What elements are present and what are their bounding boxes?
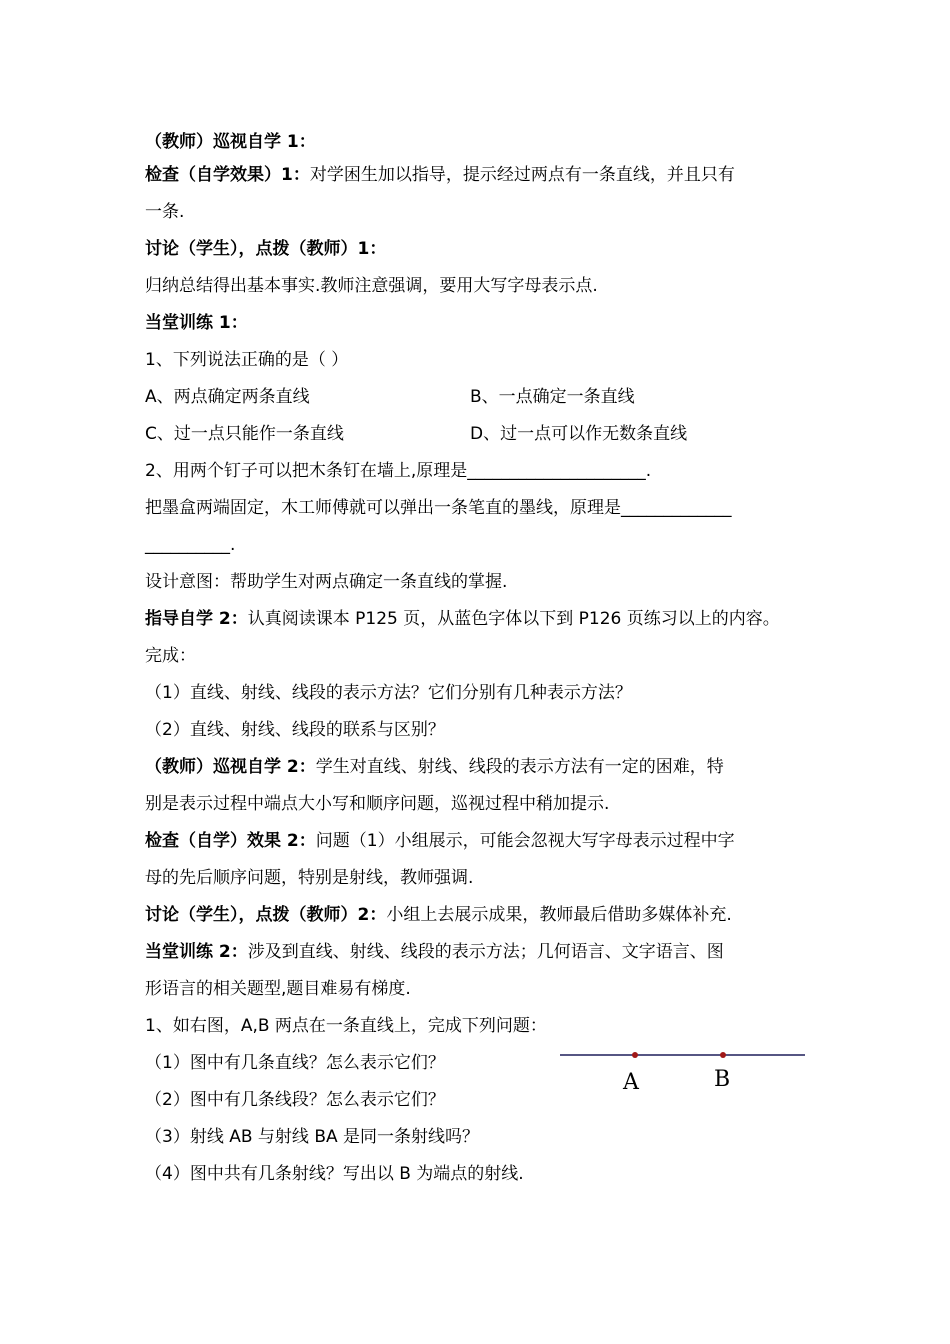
option-a: A、两点确定两条直线 — [145, 387, 310, 407]
heading-teacher-patrol-1: （教师）巡视自学 1： — [145, 132, 316, 152]
label-a: A — [623, 1070, 639, 1095]
text-teacher-patrol-2-cont: 别是表示过程中端点大小写和顺序问题，巡视过程中稍加提示. — [145, 794, 610, 814]
task-2: （2）直线、射线、线段的联系与区别？ — [145, 720, 445, 740]
text-practice-2: 涉及到直线、射线、线段的表示方法；几何语言、文字语言、图 — [247, 942, 724, 962]
heading-guide-2: 指导自学 2： — [145, 609, 248, 629]
heading-practice-1: 当堂训练 1： — [145, 313, 248, 333]
heading-discussion-2: 讨论（学生），点拨（教师）2： — [145, 905, 387, 925]
paragraph-teacher-patrol-2 — [145, 756, 724, 778]
text-guide-2: 认真阅读课本 P125 页，从蓝色字体以下到 P126 页练习以上的内容。 — [247, 609, 780, 629]
option-b: B、一点确定一条直线 — [470, 387, 635, 407]
exercise-intro: 1、如右图，A,B 两点在一条直线上，完成下列问题： — [145, 1016, 547, 1036]
text-teacher-patrol-2: 学生对直线、射线、线段的表示方法有一定的困难，特 — [315, 757, 724, 777]
paragraph-discussion-2 — [145, 904, 732, 926]
heading-practice-2: 当堂训练 2： — [145, 942, 248, 962]
exercise-q1: （1）图中有几条直线？怎么表示它们？ — [145, 1053, 445, 1073]
point-a — [632, 1052, 638, 1058]
question-2: 2、用两个钉子可以把木条钉在墙上,原理是_____________________. — [145, 461, 652, 481]
text-check-2: 问题（1）小组展示，可能会忽视大写字母表示过程中字 — [315, 831, 735, 851]
paragraph-practice-2 — [145, 941, 724, 963]
text-complete: 完成： — [145, 646, 196, 666]
heading-check-1: 检查（自学效果）1： — [145, 165, 310, 185]
heading-teacher-patrol-2: （教师）巡视自学 2： — [145, 757, 316, 777]
exercise-q4: （4）图中共有几条射线？写出以 B 为端点的射线. — [145, 1164, 524, 1184]
text-check-2-cont: 母的先后顺序问题，特别是射线，教师强调. — [145, 868, 474, 888]
options-row-1 — [145, 386, 815, 408]
text-discussion-2: 小组上去展示成果，教师最后借助多媒体补充. — [386, 905, 732, 925]
question-2-blank: __________. — [145, 535, 236, 555]
options-row-2 — [145, 423, 815, 445]
heading-discussion-1: 讨论（学生），点拨（教师）1： — [145, 239, 387, 259]
text-discussion-1: 归纳总结得出基本事实.教师注意强调，要用大写字母表示点. — [145, 276, 598, 296]
exercise-q2: （2）图中有几条线段？怎么表示它们？ — [145, 1090, 445, 1110]
question-1: 1、下列说法正确的是（ ） — [145, 350, 349, 370]
paragraph-guide-2 — [145, 608, 780, 630]
exercise-q3: （3）射线 AB 与射线 BA 是同一条射线吗？ — [145, 1127, 480, 1147]
line-ab-figure — [560, 1040, 810, 1100]
paragraph-check-2 — [145, 830, 735, 852]
task-1: （1）直线、射线、线段的表示方法？它们分别有几种表示方法？ — [145, 683, 632, 703]
heading-check-2: 检查（自学）效果 2： — [145, 831, 316, 851]
option-c: C、过一点只能作一条直线 — [145, 424, 344, 444]
label-b: B — [714, 1067, 731, 1092]
text-check-1: 对学困生加以指导，提示经过两点有一条直线，并且只有 — [309, 165, 735, 185]
point-b — [720, 1052, 726, 1058]
option-d: D、过一点可以作无数条直线 — [470, 424, 688, 444]
question-2-part-2: 把墨盒两端固定，木工师傅就可以弹出一条笔直的墨线，原理是_____________ — [145, 498, 732, 518]
paragraph-check-1 — [145, 164, 735, 186]
text-practice-2-cont: 形语言的相关题型,题目难易有梯度. — [145, 979, 411, 999]
design-intent: 设计意图：帮助学生对两点确定一条直线的掌握. — [145, 572, 508, 592]
text-check-1-cont: 一条. — [145, 202, 185, 222]
